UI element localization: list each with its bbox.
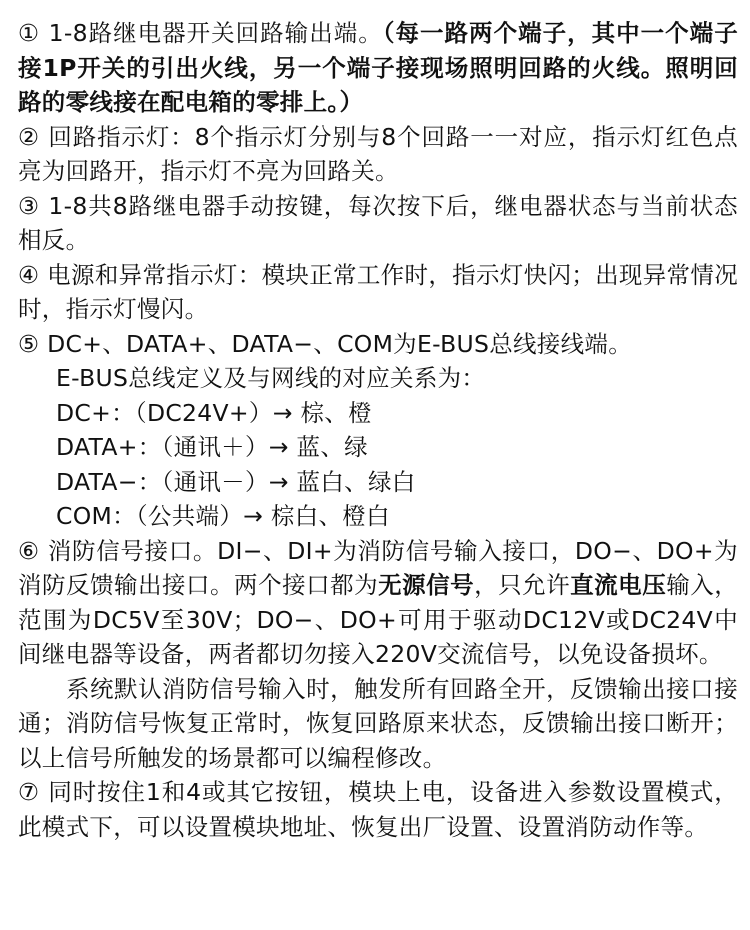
item-3 <box>18 189 738 258</box>
ebus-line-data-minus: DATA−：（通讯－）→ 蓝白、绿白 <box>56 467 416 496</box>
item-6-bold-dc-voltage: 直流电压 <box>570 571 667 599</box>
item-5 <box>18 327 738 362</box>
item-4 <box>18 258 738 327</box>
item-6-part3: 输入，范围为DC5V至30V；DO−、DO+可用于驱动DC12V或DC24V中间继电器等设备，两者都切勿接入220V交流信号，以免设备损坏。 <box>18 571 739 668</box>
item-1 <box>18 16 738 120</box>
item-1-bold-note: （每一路两个端子，其中一个端子接1P开关的引出火线，另一个端子接现场照明回路的火线。照明回路的零线接在配电箱的零排上。） <box>18 19 739 116</box>
item-6 <box>18 534 738 672</box>
item-3-text: ③ 1-8共8路继电器手动按键，每次按下后，继电器状态与当前状态相反。 <box>18 191 738 254</box>
item-6-paragraph-2: 系统默认消防信号输入时，触发所有回路全开，反馈输出接口接通；消防信号恢复正常时，恢复回路原来状态，反馈输出接口断开；以上信号所触发的场景都可以编程修改。 <box>18 674 738 772</box>
item-6-part2: ，只允许 <box>474 571 571 599</box>
item-2 <box>18 120 738 189</box>
instruction-document <box>18 16 738 844</box>
item-6-part1: ⑥ 消防信号接口。DI−、DI+为消防信号输入接口，DO−、DO+为消防反馈输出接口。两个接口都为 <box>18 536 738 599</box>
item-7-text: ⑦ 同时按住1和4或其它按钮，模块上电，设备进入参数设置模式，此模式下，可以设置模块地址、恢复出厂设置、设置消防动作等。 <box>18 778 738 841</box>
ebus-line-data-plus: DATA+：（通讯＋）→ 蓝、绿 <box>56 433 368 461</box>
item-5-text: ⑤ DC+、DATA+、DATA−、COM为E-BUS总线接线端。 <box>18 329 633 358</box>
item-7 <box>18 775 738 844</box>
ebus-definition-title: E-BUS总线定义及与网线的对应关系为： <box>56 364 486 392</box>
item-1-text: ① 1-8路继电器开关回路输出端。 <box>18 19 383 47</box>
item-2-text: ② 回路指示灯：8个指示灯分别与8个回路一一对应，指示灯红色点亮为回路开，指示灯不亮为回路关。 <box>18 122 738 185</box>
ebus-line-com: COM：（公共端）→ 棕白、橙白 <box>56 502 390 530</box>
item-4-text: ④ 电源和异常指示灯：模块正常工作时，指示灯快闪；出现异常情况时，指示灯慢闪。 <box>18 260 738 323</box>
item-6-bold-passive-signal: 无源信号 <box>378 571 475 599</box>
ebus-line-dc-plus: DC+：（DC24V+）→ 棕、橙 <box>56 398 372 427</box>
